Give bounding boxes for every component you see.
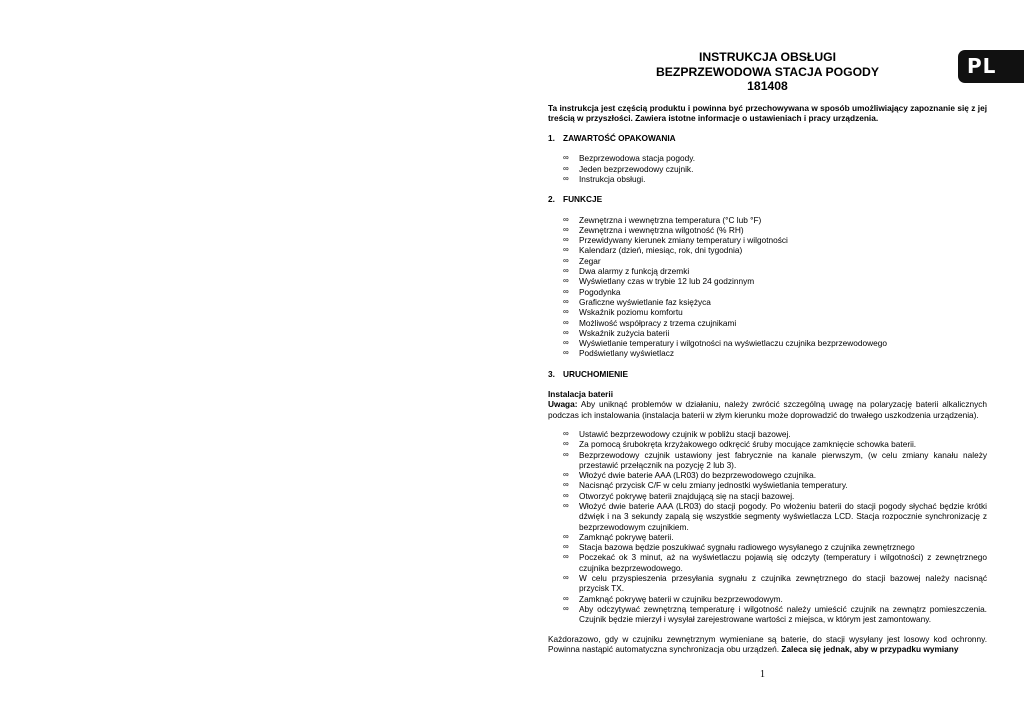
warning-note	[548, 399, 987, 420]
list-item-text: Za pomocą śrubokręta krzyżakowego odkręcić śruby mocujące zamknięcie schowka baterii.	[579, 439, 917, 450]
list-item-text: Zamknąć pokrywę baterii w czujniku bezprzewodowym.	[579, 593, 783, 604]
section-heading-contents	[548, 133, 987, 143]
bullet-icon: ∞	[563, 163, 569, 173]
bullet-icon: ∞	[563, 307, 569, 317]
bullet-icon: ∞	[563, 542, 569, 552]
list-item-text: Włożyć dwie baterie AAA (LR03) do bezprzewodowego czujnika.	[579, 470, 817, 481]
list-item	[548, 225, 987, 235]
bullet-icon: ∞	[563, 276, 569, 286]
list-item-text: Pogodynka	[579, 286, 621, 297]
list-item	[548, 153, 987, 163]
list-item-text: Wyświetlanie temperatury i wilgotności na wyświetlaczu czujnika bezprzewodowego	[579, 338, 887, 349]
list-item	[548, 532, 987, 542]
list-item	[548, 174, 987, 184]
list-item	[548, 573, 987, 594]
bullet-icon: ∞	[563, 286, 569, 296]
section-number: 1.	[548, 133, 555, 144]
bullet-icon: ∞	[563, 348, 569, 358]
closing-bold-text: Zaleca się jednak, aby w przypadku wymiany	[781, 643, 959, 654]
bullet-icon: ∞	[563, 296, 569, 306]
list-item	[548, 276, 987, 286]
section-number: 3.	[548, 368, 555, 379]
list-item-text: Zegar	[579, 255, 601, 266]
list-item	[548, 338, 987, 348]
list-item	[548, 348, 987, 358]
list-item	[548, 491, 987, 501]
closing-paragraph	[548, 634, 987, 655]
bullet-icon: ∞	[563, 490, 569, 500]
section-heading-startup	[548, 369, 987, 379]
list-item	[548, 439, 987, 449]
list-item	[548, 256, 987, 266]
list-item-text: Instrukcja obsługi.	[579, 173, 646, 184]
bullet-icon: ∞	[563, 153, 569, 163]
document-title	[548, 50, 987, 94]
section-title: ZAWARTOŚĆ OPAKOWANIA	[563, 133, 676, 144]
list-item	[548, 307, 987, 317]
list-item	[548, 287, 987, 297]
list-item-text: Kalendarz (dzień, miesiąc, rok, dni tygodnia)	[579, 245, 743, 256]
list-item-text: Zewnętrzna i wewnętrzna wilgotność (% RH)	[579, 224, 744, 235]
list-item-text: Możliwość współpracy z trzema czujnikami	[579, 317, 737, 328]
battery-install-subheading: Instalacja baterii	[548, 389, 614, 400]
title-line-1: INSTRUKCJA OBSŁUGI	[698, 50, 836, 64]
bullet-icon: ∞	[563, 573, 569, 583]
list-item-text: Zewnętrzna i wewnętrzna temperatura (°C lub °F)	[579, 214, 762, 225]
list-item-text: Bezprzewodowy czujnik ustawiony jest fabrycznie na kanale pierwszym, (w celu zmiany kanału należy przestawić przełącznik na pozycję 2 lub 3).	[579, 449, 987, 470]
package-contents-list	[548, 153, 987, 184]
bullet-icon: ∞	[563, 338, 569, 348]
list-item-text: Ustawić bezprzewodowy czujnik w pobliżu stacji bazowej.	[579, 428, 791, 439]
section-title: URUCHOMIENIE	[563, 368, 628, 379]
bullet-icon: ∞	[563, 449, 569, 459]
bullet-icon: ∞	[563, 214, 569, 224]
list-item-text: Wyświetlany czas w trybie 12 lub 24 godzinnym	[579, 276, 755, 287]
list-item	[548, 297, 987, 307]
list-item-text: Dwa alarmy z funkcją drzemki	[579, 266, 690, 277]
list-item	[548, 318, 987, 328]
list-item-text: Włożyć dwie baterie AAA (LR03) do stacji pogody. Po włożeniu baterii do stacji pogody słychać będzie krótki dźwięk i na 3 sekundy zapalą się wszystkie segmenty wyświetlacza LCD. Stacja rozpocznie synchronizację z bezprzewodowym czujnikiem.	[579, 501, 987, 532]
bullet-icon: ∞	[563, 317, 569, 327]
section-heading-functions	[548, 194, 987, 204]
list-item-text: Wskaźnik zużycia baterii	[579, 327, 670, 338]
list-item	[548, 215, 987, 225]
title-line-3: 181408	[747, 79, 788, 93]
warning-text: Aby uniknąć problemów w działaniu, należy zwrócić szczególną uwagę na polaryzację baterii alkalicznych podczas ich instalowania (instalacja baterii w złym kierunku może doprowadzić do trwałego uszkodzenia urządzenia).	[548, 399, 987, 420]
list-item	[548, 604, 987, 625]
list-item-text: Aby odczytywać zewnętrzną temperaturę i wilgotność należy umieścić czujnik na zewnątrz pomieszczenia. Czujnik będzie mierzył i wysyłał zarejestrowane wartości z miejsca, w którym jest zamontowany.	[579, 603, 987, 625]
list-item-text: Jeden bezprzewodowy czujnik.	[579, 163, 694, 174]
section-title: FUNKCJE	[563, 194, 603, 205]
page-number: 1	[760, 669, 765, 680]
list-item-text: Bezprzewodowa stacja pogody.	[579, 153, 696, 164]
list-item-text: Przewidywany kierunek zmiany temperatury i wilgotności	[579, 235, 788, 246]
list-item	[548, 542, 987, 552]
bullet-icon: ∞	[563, 603, 569, 613]
bullet-icon: ∞	[563, 501, 569, 510]
list-item-text: Podświetlany wyświetlacz	[579, 348, 674, 359]
bullet-icon: ∞	[563, 224, 569, 234]
functions-list	[548, 215, 987, 359]
closing-text: Każdorazowo, gdy w czujniku zewnętrznym wymieniane są baterie, do stacji wysyłany jest losowy kod ochronny. Powinna nastąpić automatyczna synchronizacja obu urządzeń.	[548, 633, 987, 654]
list-item	[548, 266, 987, 276]
list-item	[548, 429, 987, 439]
bullet-icon: ∞	[563, 480, 569, 490]
list-item-text: Graficzne wyświetlanie faz księżyca	[579, 296, 711, 307]
list-item-text: W celu przyspieszenia przesyłania sygnału z czujnika zewnętrznego do stacji bazowej należy nacisnąć przycisk TX.	[579, 573, 987, 594]
bullet-icon: ∞	[563, 428, 569, 438]
warning-label: Uwaga:	[548, 399, 578, 410]
bullet-icon: ∞	[563, 552, 569, 562]
list-item	[548, 470, 987, 480]
list-item-text: Stacja bazowa będzie poszukiwać sygnału radiowego wysyłanego z czujnika zewnętrznego	[579, 542, 915, 553]
bullet-icon: ∞	[563, 266, 569, 276]
bullet-icon: ∞	[563, 593, 569, 603]
bullet-icon: ∞	[563, 327, 569, 337]
list-item	[548, 245, 987, 255]
bullet-icon: ∞	[563, 439, 569, 449]
list-item	[548, 480, 987, 490]
document-page	[548, 50, 987, 654]
section-number: 2.	[548, 194, 555, 205]
bullet-icon: ∞	[563, 531, 569, 541]
list-item	[548, 501, 987, 532]
list-item	[548, 164, 987, 174]
list-item-text: Nacisnąć przycisk C/F w celu zmiany jednostki wyświetlania temperatury.	[579, 480, 848, 491]
list-item	[548, 328, 987, 338]
list-item-text: Otworzyć pokrywę baterii znajdującą się na stacji bazowej.	[579, 490, 795, 501]
bullet-icon: ∞	[563, 173, 569, 183]
bullet-icon: ∞	[563, 255, 569, 265]
list-item-text: Wskaźnik poziomu komfortu	[579, 307, 683, 318]
list-item	[548, 450, 987, 471]
bullet-icon: ∞	[563, 470, 569, 480]
language-tab-pl: PL	[958, 50, 1024, 83]
bullet-icon: ∞	[563, 245, 569, 255]
title-line-2: BEZPRZEWODOWA STACJA POGODY	[656, 64, 879, 79]
list-item	[548, 594, 987, 604]
list-item-text: Zamknąć pokrywę baterii.	[579, 531, 674, 542]
list-item	[548, 235, 987, 245]
bullet-icon: ∞	[563, 235, 569, 245]
intro-paragraph: Ta instrukcja jest częścią produktu i powinna być przechowywana w sposób umożliwiający zapoznanie się z jej treścią w przyszłości. Zawiera istotne informacje o ustawieniach i pracy urządzenia.	[548, 102, 987, 123]
list-item	[548, 552, 987, 573]
list-item-text: Poczekać ok 3 minut, aż na wyświetlaczu pojawią się odczyty (temperatury i wilgotności) z zewnętrznego czujnika bezprzewodowego.	[579, 552, 987, 573]
startup-steps-list	[548, 429, 987, 625]
